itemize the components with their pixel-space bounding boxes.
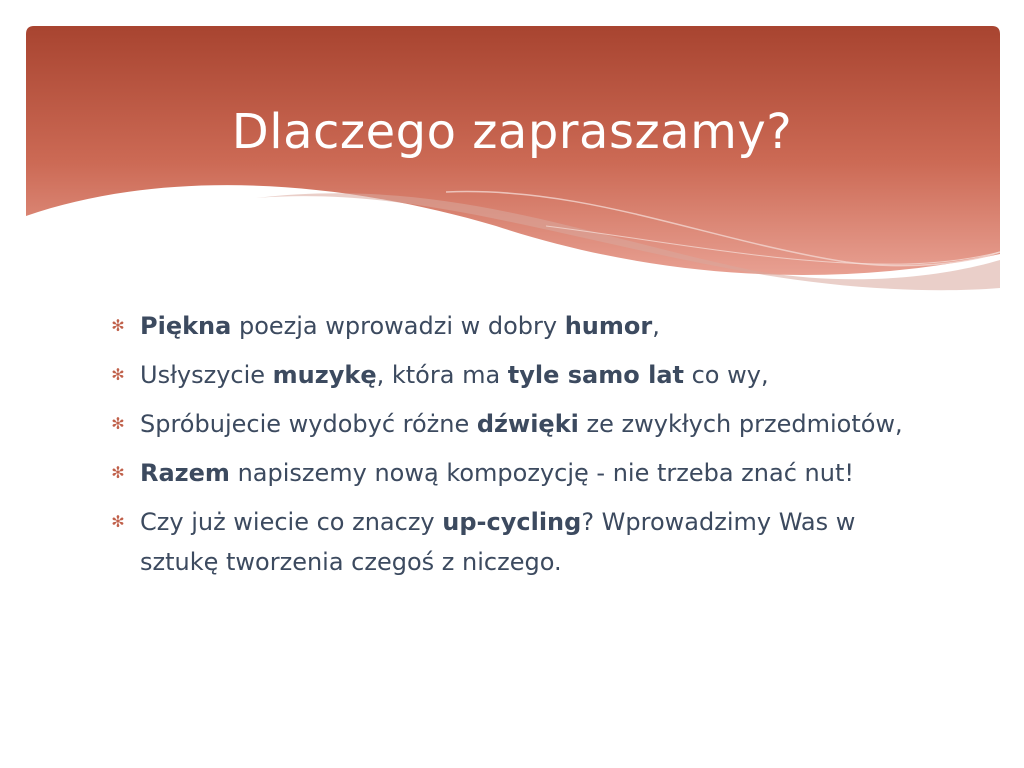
bullet-text: Usłyszycie xyxy=(140,361,273,389)
asterisk-bullet-icon: ✻ xyxy=(111,316,125,335)
bullet-text-bold: humor xyxy=(564,312,653,340)
bullet-text-bold: up-cycling xyxy=(442,508,582,536)
bullet-text: Spróbujecie wydobyć różne xyxy=(140,410,477,438)
asterisk-bullet-icon: ✻ xyxy=(111,512,125,531)
asterisk-bullet-icon: ✻ xyxy=(111,365,125,384)
bullet-text: poezja wprowadzi w dobry xyxy=(231,312,565,340)
slide-title: Dlaczego zapraszamy? xyxy=(231,104,793,160)
header-wave-graphic xyxy=(26,26,1000,296)
bullet-content xyxy=(108,306,928,591)
bullet-text-bold: Piękna xyxy=(140,312,232,340)
asterisk-bullet-icon: ✻ xyxy=(111,414,125,433)
header-banner xyxy=(26,26,1000,296)
bullet-text: ? Wprowadzimy Was w sztukę tworzenia czegoś z niczego. xyxy=(140,508,856,576)
bullet-text: Czy już wiecie co znaczy xyxy=(140,508,443,536)
asterisk-bullet-icon: ✻ xyxy=(111,463,125,482)
bullet-item xyxy=(108,502,928,582)
bullet-text-bold: muzykę xyxy=(272,361,377,389)
bullet-text: ze zwykłych przedmiotów, xyxy=(578,410,903,438)
bullet-list xyxy=(108,306,928,582)
bullet-text-bold: tyle samo lat xyxy=(507,361,684,389)
bullet-text: , która ma xyxy=(376,361,508,389)
bullet-text-bold: Razem xyxy=(140,459,230,487)
bullet-text: co wy, xyxy=(683,361,769,389)
bullet-item xyxy=(108,306,928,346)
bullet-item xyxy=(108,404,928,444)
bullet-text-bold: dźwięki xyxy=(476,410,579,438)
bullet-item xyxy=(108,355,928,395)
bullet-text: , xyxy=(652,312,660,340)
bullet-text: napiszemy nową kompozycję - nie trzeba znać nut! xyxy=(229,459,854,487)
bullet-item xyxy=(108,453,928,493)
